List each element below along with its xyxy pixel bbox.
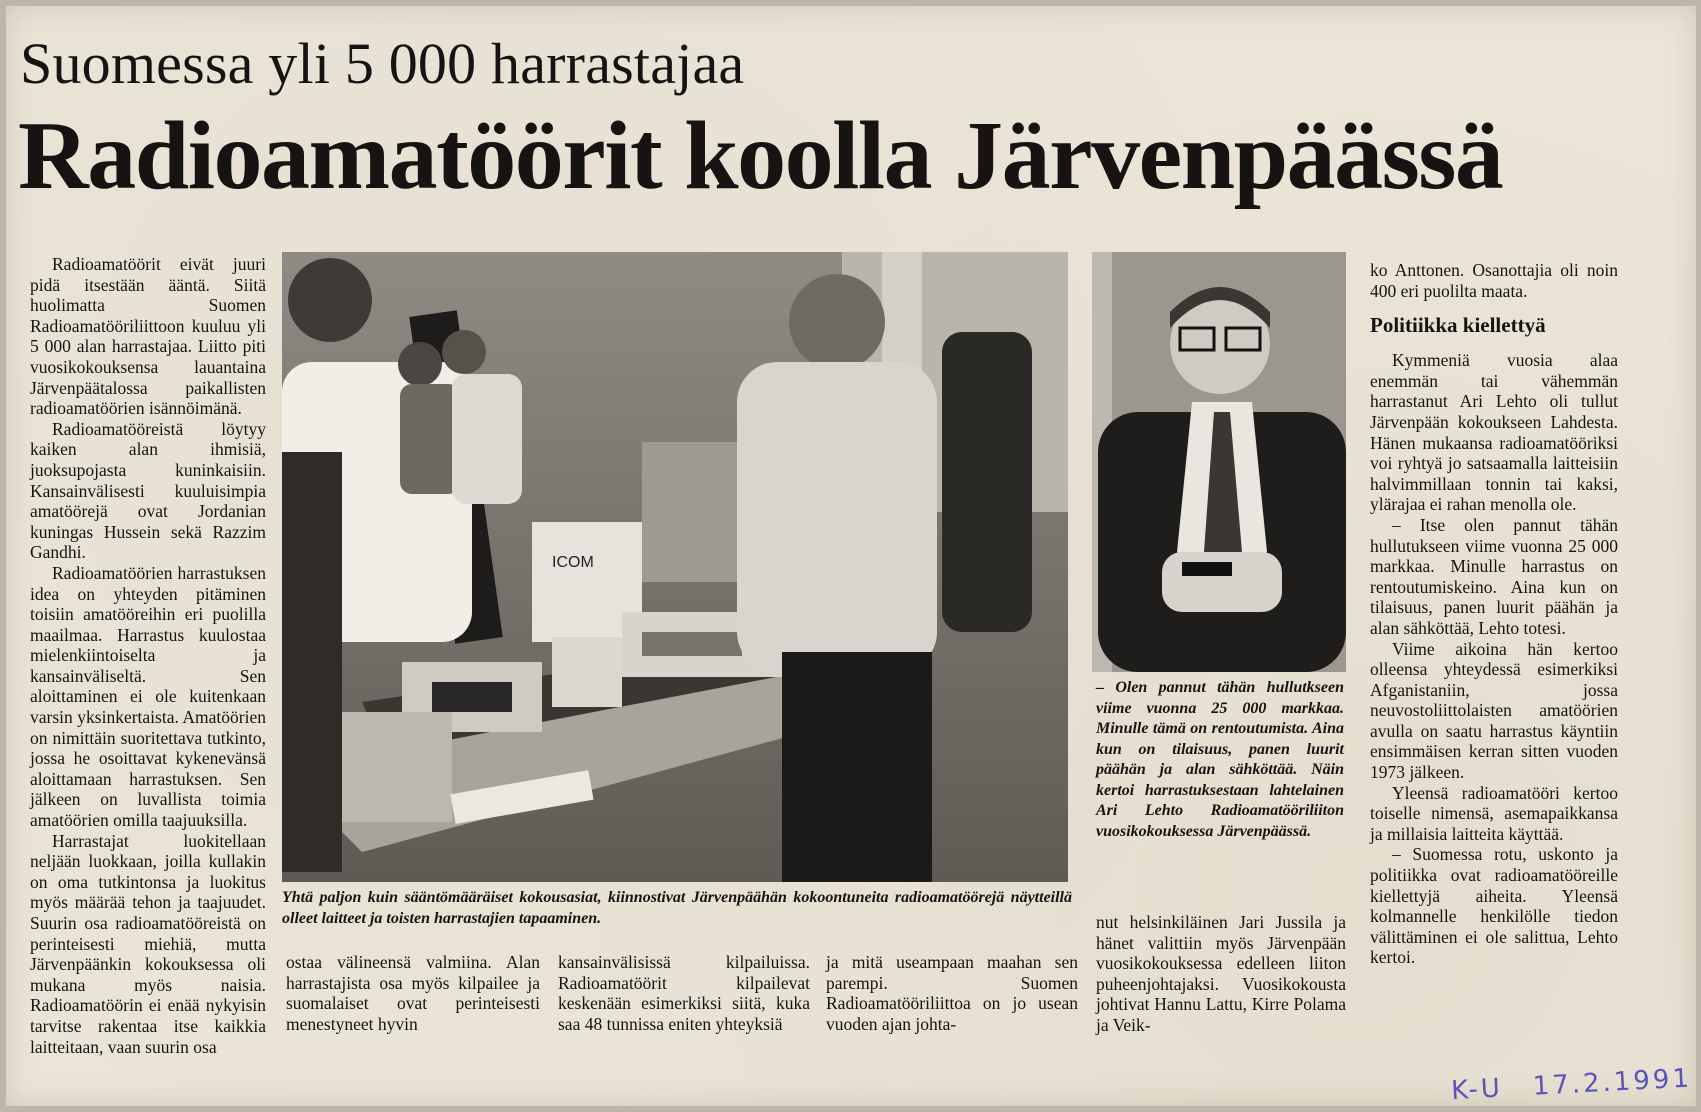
- paragraph: Harrastajat luokitellaan neljään luokkaan, joilla kullakin on oma tutkintonsa ja luokitus myös määrää tehon ja taajuudet. Suurin osa radioamatööreistä on perinteisesti miehiä, mutta Järvenpäänkin kokouksessa oli mukana myös naisia. Radioamatöörin ei enää nykyisin tarvitse rakentaa itse kaikkia laitteitaan, vaan suurin osa: [30, 830, 266, 1057]
- paragraph: – Itse olen pannut tähän hullutukseen viime vuonna 25 000 markkaa. Minulle harrastus on rentoutumiskeino. Aina kun on tilaisuus, panen luurit päähän ja alan sähköttää, Lehto totesi.: [1370, 514, 1618, 638]
- main-photo-caption: Yhtä paljon kuin sääntömääräiset kokousasiat, kiinnostivat Järvenpäähän kokoontuneita radioamatöörejä näytteillä olleet laitteet ja toisten harrastajien tapaaminen.: [282, 889, 1072, 927]
- portrait-illustration: [1092, 252, 1346, 672]
- subheading: Politiikka kiellettyä: [1370, 313, 1546, 338]
- handwritten-annotation: [1450, 1062, 1696, 1106]
- article-column-3: kansainvälisissä kilpailuissa. Radioamatöörit kilpailevat keskenään esimerkiksi siitä, kuka saa 48 tunnissa eniten yhteyksiä: [558, 952, 810, 1034]
- newspaper-clipping: [6, 6, 1696, 1106]
- handwritten-date: 17.2.1991: [1532, 1063, 1693, 1102]
- paragraph: Radioamatöörit eivät juuri pidä itsestään ääntä. Siitä huolimatta Suomen Radioamatööriliittoon kuuluu yli 5 000 alan harrastajaa. Liitto piti vuosikokouksensa lauantaina Järvenpäätalossa paikallisten radioamatöörien isännöimänä.: [30, 254, 266, 419]
- paragraph: ko Anttonen. Osanottajia oli noin 400 eri puolilta maata.: [1370, 260, 1618, 301]
- exhibition-photo-illustration: [282, 252, 1068, 882]
- portrait-caption: – Olen pannut tähän hullutkseen viime vuonna 25 000 markkaa. Minulle tämä on rentoutumista. Aina kun on tilaisuus, panen luurit päähän ja alan sähköttää. Näin kertoi harrastuksestaan lahtelainen Ari Lehto Radioamatööriliiton vuosikokouksessa Järvenpäässä.: [1096, 679, 1344, 840]
- article-column-2: ostaa välineensä valmiina. Alan harrastajista osa myös kilpailee ja suomalaiset ovat perinteisesti menestyneet hyvin: [286, 952, 540, 1034]
- paragraph: – Suomessa rotu, uskonto ja politiikka ovat radioamatööreille kiellettyjä aiheita. Yleensä kolmannelle henkilölle tiedon välittäminen ei ole salittua, Lehto kertoi.: [1370, 844, 1618, 968]
- article-column-5: nut helsinkiläinen Jari Jussila ja hänet valittiin myös Järvenpään vuosikokouksessa edelleen liiton puheenjohtajaksi. Vuosikokousta johtivat Hannu Lattu, Kirre Polama ja Veik-: [1096, 912, 1346, 1035]
- article-column-1: [30, 254, 266, 1057]
- article-column-4: ja mitä useampaan maahan sen parempi. Suomen Radioamatööriliittoa on jo usean vuoden ajan johta-: [826, 952, 1078, 1034]
- handwritten-source: K-U: [1450, 1073, 1504, 1106]
- paragraph: Radioamatööreistä löytyy kaiken alan ihmisiä, juoksupojasta kuninkaisiin. Kansainvälisesti kuuluisimpia amatöörejä ovat Jordanian kuningas Hussein sekä Razzim Gandhi.: [30, 418, 266, 563]
- kicker-headline: Suomessa yli 5 000 harrastajaa: [20, 31, 745, 96]
- main-photo: [282, 252, 1068, 882]
- portrait-photo: [1092, 252, 1346, 672]
- paragraph: Viime aikoina hän kertoo olleensa yhteydessä esimerkiksi Afganistaniin, jossa neuvostoliittolaisten amatöörien avulla on saatu harrastus käyntiin ensimmäisen kerran sitten vuoden 1973 jälkeen.: [1370, 638, 1618, 783]
- main-headline: Radioamatöörit koolla Järvenpäässä: [18, 102, 1503, 210]
- svg-text:ICOM: ICOM: [552, 554, 594, 571]
- article-column-6: [1370, 260, 1618, 968]
- paragraph: Kymmeniä vuosia alaa enemmän tai vähemmän harrastanut Ari Lehto oli tullut Järvenpään kokoukseen Lahdesta. Hänen mukaansa radioamatööriksi voi ryhtyä jo satsaamalla laitteisiin halvimmillaan tonnin tai kaksi, ylärajaa ei rahan menolla ole.: [1370, 350, 1618, 515]
- paragraph: Yleensä radioamatööri kertoo toiselle nimensä, asemapaikkansa ja millaisia laitteita käyttää.: [1370, 782, 1618, 844]
- paragraph: Radioamatöörien harrastuksen idea on yhteyden pitäminen toisiin amatööreihin eri puolilla maailmaa. Harrastus kuulostaa mielenkiintoiselta ja kansainväliseltä. Sen aloittaminen ei ole kuitenkaan varsin yksinkertaista. Amatöörien on nimittäin suoritettava tutkinto, jossa he osoittavat kykenevänsä aloittamaan harrastuksen. Sen jälkeen on luvallista toimia amatöörien omilla taajuuksilla.: [30, 562, 266, 831]
